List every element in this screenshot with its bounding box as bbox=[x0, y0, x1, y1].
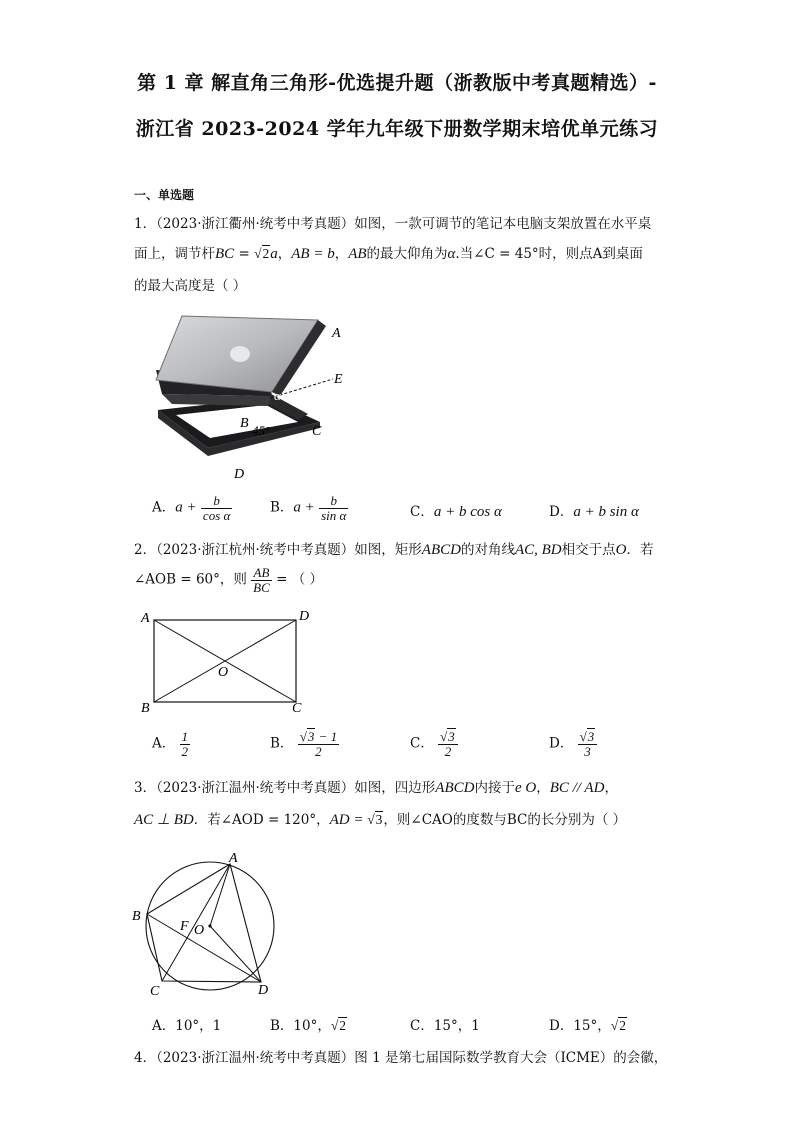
q3-option-d[interactable]: D．15°，√2 bbox=[549, 1018, 626, 1034]
doc-title-line2: 浙江省 2023-2024 学年九年级下册数学期末培优单元练习 bbox=[135, 118, 659, 140]
q3-line1: 3．（2023·浙江温州·统考中考真题）如图，四边形ABCD内接于e O，BC // AD， bbox=[134, 780, 618, 796]
doc-title-line1: 第 1 章 解直角三角形-优选提升题（浙教版中考真题精选）- bbox=[137, 72, 657, 94]
q2-line2: ∠AOB = 60°，则 $\frac{AB}{BC}$ = （ ） bbox=[134, 565, 323, 595]
q1-option-d[interactable]: D．a + b sin α bbox=[549, 504, 639, 520]
q1-option-c[interactable]: C．a + b cos α bbox=[410, 504, 502, 520]
q1-label-alpha: α bbox=[274, 388, 281, 403]
q1-label-E: E bbox=[334, 372, 343, 387]
q1-label-A: A bbox=[332, 326, 341, 341]
q3-label-O: O bbox=[194, 923, 205, 938]
q3-option-c[interactable]: C．15°，1 bbox=[410, 1018, 480, 1034]
q3-label-A: A bbox=[229, 851, 238, 866]
q4-line1: 4．（2023·浙江温州·统考中考真题）图 1 是第七届国际数学教育大会（ICME）的会徽， bbox=[134, 1050, 668, 1066]
q3-option-a[interactable]: A．10°，1 bbox=[152, 1018, 222, 1034]
q2-label-B: B bbox=[141, 701, 150, 716]
q1-option-a[interactable]: A．a + $\frac{b}{\text{cos α}}$ bbox=[152, 493, 231, 523]
section-heading: 一、单选题 bbox=[134, 188, 195, 202]
q1-label-C: C bbox=[312, 424, 322, 439]
q2-label-O: O bbox=[218, 665, 229, 680]
q1-option-b[interactable]: B．a + $\frac{b}{\text{sin α}}$ bbox=[270, 493, 347, 523]
q2-option-d[interactable]: D． $\frac{√3}{3}$ bbox=[549, 730, 597, 758]
q2-option-b[interactable]: B． $\frac{√3 - 1}{2}$ bbox=[270, 729, 338, 759]
q3-line2: AC ⊥ BD．若∠AOD = 120°，AD = √3，则∠CAO的度数与BC的长分别为（ ） bbox=[134, 812, 627, 828]
q1-label-45: 45° bbox=[252, 423, 271, 438]
q2-label-C: C bbox=[292, 701, 302, 716]
q3-label-F: F bbox=[180, 919, 189, 934]
q2-label-D: D bbox=[299, 609, 310, 624]
q1-label-B: B bbox=[240, 416, 249, 431]
q2-option-a[interactable]: A． $\frac{1}{2}$ bbox=[152, 729, 189, 759]
q2-option-c[interactable]: C． $\frac{√3}{2}$ bbox=[410, 730, 458, 758]
q3-option-b[interactable]: B．10°，√2 bbox=[270, 1018, 347, 1034]
circle-quadrilateral-figure bbox=[130, 848, 290, 998]
q3-label-C: C bbox=[150, 984, 160, 998]
q2-line1: 2．（2023·浙江杭州·统考中考真题）如图，矩形ABCD的对角线AC, BD相交于点O．若 bbox=[134, 542, 654, 558]
q2-label-A: A bbox=[141, 611, 150, 626]
laptop-stand-figure bbox=[148, 310, 358, 485]
q1-label-D: D bbox=[234, 467, 245, 482]
q3-label-B: B bbox=[132, 909, 141, 924]
q1-line1: 1．（2023·浙江衢州·统考中考真题）如图，一款可调节的笔记本电脑支架放置在水平桌 bbox=[134, 216, 652, 232]
q1-line3: 的最大高度是（ ） bbox=[134, 278, 247, 294]
q1-line2: 面上，调节杆BC = √2a，AB = b，AB的最大仰角为α.当∠C = 45°时，则点A到桌面 bbox=[134, 246, 643, 262]
q3-label-D: D bbox=[258, 983, 269, 998]
rectangle-figure bbox=[138, 608, 318, 718]
